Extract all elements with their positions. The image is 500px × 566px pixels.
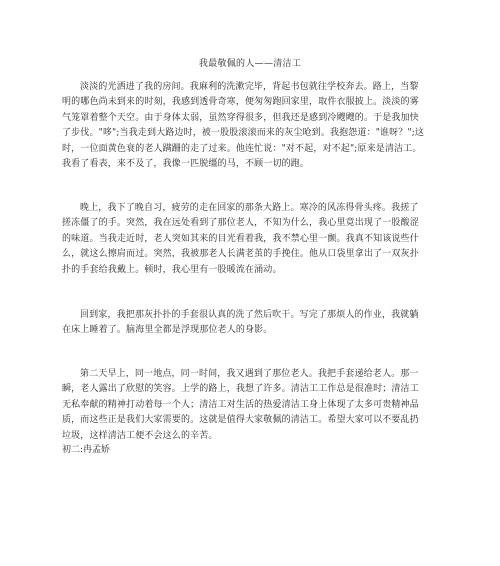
paragraph-line: 扑的手套给我戴上。顿时，我心里有一股暖流在涌动。 [62,264,282,275]
essay-title: 我最敬佩的人——清洁工 [198,59,302,69]
paragraph-line: 了步伐。"哆";当我走到大路边时，被一股股滚滚而来的灰尘呛到。我抱怨道："谁呀？";这 [62,128,425,139]
paragraph-line: 无私奉献的精神打动着每一个人；清洁工对生活的热爱清洁工身上体现了太多可贵精神品 [62,399,419,410]
paragraph-4 [62,367,443,444]
paragraph-line: 回到家，我把那灰扑扑的手套很认真的洗了然后吹干。写完了那烦人的作业，我就躺 [80,310,419,320]
paragraph-1 [62,80,443,172]
paragraph-line: 么，就这么擦肩而过。突然，我被那老人长满老茧的手挽住。他从口袋里拿出了一双灰扑 [62,249,419,260]
paragraph-3 [62,308,443,339]
paragraph-line: 搓冻僵了的手。突然，我在远处看到了那位老人，不知为什么，我心里竟出现了一股酸涩 [62,218,419,229]
paragraph-line: 的味道。当我走近时，老人突如其来的目光看着我，我不禁心里一颤。我真不知该说些什 [62,233,419,244]
paragraph-line: 垃圾，这样清洁工便不会这么的辛苦。 [62,430,218,441]
paragraph-line: 我看了看表，来不及了，我像一匹脱缰的马，不顾一切的跑。 [62,159,310,170]
paragraph-line: 时，一位面黄色衰的老人蹒跚的走了过来。他连忙说："对不起，对不起";原来是清洁工。 [62,143,422,154]
paragraph-line: 晚上，我下了晚自习，疲劳的走在回家的那条大路上。寒冷的风冻得骨头疼。我搓了 [80,203,419,213]
paragraph-line: 第二天早上，同一地点，同一时间，我又遇到了那位老人。我把手套递给老人。那一 [80,369,419,379]
paragraph-2 [62,201,443,278]
paragraph-line: 瞬，老人露出了欣慰的笑容。上学的路上，我想了许多。清洁工工作总是很准时；清洁工 [62,384,419,395]
paragraph-line: 在床上睡着了。脑海里全都是浮现那位老人的身影。 [62,325,273,336]
author-signature: 初二:冉孟娇 [62,445,111,455]
paragraph-line: 质，而这些正是我们大家需要的。这就是值得大家敬佩的清洁工。希望大家可以不要乱扔 [62,415,419,426]
paragraph-line: 明的哪色尚未到来的时刻，我感到透骨奇寒，便匆匆跑回家里，取件衣服披上。淡淡的雾 [62,97,419,108]
paragraph-line: 气笼罩着整个天空。由于身体太弱，虽然穿得很多，但我还是感到冷飕飕的。于是我加快 [62,112,419,123]
paragraph-line: 淡淡的光洒进了我的房间。我麻利的洗漱完毕，背起书包就往学校奔去。路上，当黎 [80,82,419,92]
